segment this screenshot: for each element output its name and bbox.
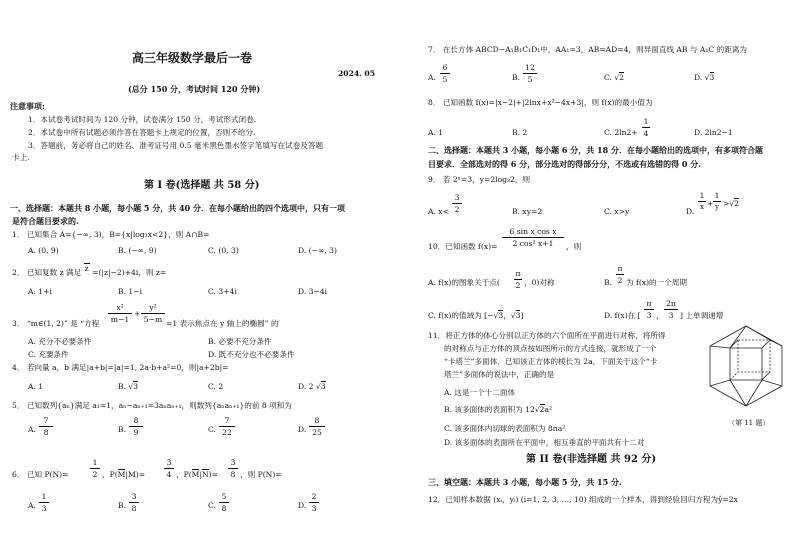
q8-option-b: B. 2	[512, 128, 528, 137]
fraction-bar	[644, 309, 654, 310]
fraction-bar	[713, 201, 721, 202]
q5-stem: 5． 已知数列{aₙ}满足 a₁=1，aₙ−aₙ₊₁=3aₙaₙ₊₁，则数列{aₙaₙ₊₁}的前 8 项和为	[12, 401, 292, 410]
q10-option-a-post: ，0)对称	[524, 278, 555, 287]
figure-edge	[730, 372, 738, 380]
q1-option-c: C. (0, 3)	[208, 246, 239, 255]
figure-edge	[762, 380, 782, 386]
right-column	[408, 0, 794, 560]
q9-optD-frac1	[698, 191, 706, 212]
q10-optD-n2: 2π	[666, 299, 676, 308]
q6-den-c: 8	[221, 504, 227, 513]
q9-optD-plus: +	[707, 199, 714, 208]
part2-title: 第 II 卷(非选择题 共 92 分)	[526, 454, 657, 465]
fraction-bar	[164, 468, 174, 469]
q10-optA-num: π	[515, 269, 521, 278]
q9-optD-frac2	[713, 191, 721, 212]
notes-title: 注意事项:	[10, 101, 45, 111]
part1-title: 第 I 卷(选择题 共 58 分)	[144, 180, 260, 191]
q6-num-c: 5	[221, 492, 227, 501]
q9-optA-den: 2	[454, 205, 460, 214]
q3-frac2-den: 5−m	[143, 315, 163, 324]
q9-option-b: B. xy=2	[512, 207, 543, 216]
q3-fraction-x	[108, 303, 132, 324]
fraction-bar	[502, 237, 564, 238]
q6-mbar: M	[117, 470, 126, 479]
q2-option-c: C. 3+4i	[208, 287, 237, 296]
q3-fraction-y	[141, 303, 165, 324]
q5-num-a: 7	[43, 416, 49, 425]
q6-stem-d-text: ，P(	[176, 470, 192, 479]
figure-edge	[770, 340, 782, 346]
q7-option-c: C. √2	[604, 73, 625, 82]
q11-optB-pre: B. 该多面体的表面积为 12	[444, 405, 535, 414]
q6-den-b: 8	[131, 504, 137, 513]
q4-optB-radicand: 3	[133, 382, 139, 391]
q3-option-c: C. 充要条件	[28, 350, 69, 359]
q12-stem-post: =2x	[722, 495, 738, 504]
q9-optD-d2: y	[715, 203, 719, 211]
q6-den-d: 3	[311, 504, 317, 513]
q11-option-a: A. 这是一个十二面体	[444, 388, 516, 397]
q10-optB-frac	[616, 264, 624, 285]
q10-option-d-pre: D. f(x)在 [	[604, 311, 641, 320]
q11-stem: 11．将正方体的体心分别以正方体的六个面所在平面进行对称，将所得	[428, 331, 666, 340]
q10-den: 2 cos² x+1	[512, 239, 554, 248]
q10-fraction	[502, 227, 564, 248]
fraction-bar	[219, 426, 235, 427]
q12-stem-pre: 12．已知样本数据 (xᵢ，yᵢ) (i=1, 2, 3, …, 10) 组成的一个样本，得到经验回归方程为	[428, 495, 719, 504]
q9-optA-num: 3	[454, 193, 460, 202]
q8-optC-num: 1	[643, 117, 649, 126]
q4-option-c: C. 2	[208, 382, 224, 391]
q5-label-b: B.	[118, 425, 126, 434]
q6-nbar: N	[202, 470, 209, 479]
q3-option-a: A. 充分不必要条件	[28, 337, 92, 346]
q10-optC-rad1: 3	[498, 311, 504, 320]
q6-mbar2: M	[191, 470, 200, 479]
q9-optD-gt: >	[723, 199, 730, 208]
q6-stem-a: 6． 已知 P(N)=	[12, 470, 69, 479]
q7-option-d: D. √3	[694, 73, 715, 82]
q10-optD-frac2	[664, 299, 678, 320]
figure-edge	[746, 380, 762, 406]
q6-num-d: 2	[311, 492, 317, 501]
q5-label-a: A.	[28, 425, 36, 434]
q4-stem: 4． 若向量 a，b 满足|a+b|=|a|=1, 2a·b+a²=0，则|a+2b|=	[12, 363, 229, 372]
q10-optD-d2: 3	[668, 311, 674, 320]
q10-num: 6 sin x cos x	[509, 227, 557, 236]
fraction-bar	[228, 468, 238, 469]
q6-f3-num: 3	[230, 458, 236, 467]
fraction-bar	[309, 502, 319, 503]
q10-optC-b: ，	[503, 311, 511, 320]
q7-stem: 7． 在长方体 ABCD−A₁B₁C₁D₁中，AA₁=3，AB=AD=4，则异面直线 AB 与 A₁C 的距离为	[428, 45, 748, 54]
q6-stem-e: )=	[208, 470, 218, 479]
q11-stem: 的对称点与正方体的顶点按如图所示的方式连接，就形成了一个	[444, 344, 657, 353]
q10-optA-frac	[514, 269, 522, 290]
q10-optB-num: π	[617, 264, 623, 273]
q5-num-b: 8	[133, 416, 139, 425]
q7-optB-num: 12	[525, 63, 535, 72]
figure-edge	[730, 380, 746, 406]
q4-option-a: A. 1	[28, 382, 44, 391]
q10-optC-rad2: 3	[515, 311, 521, 320]
q6-f2-den: 4	[166, 470, 172, 479]
q6-f1-den: 2	[92, 470, 98, 479]
q10-option-b-label: B.	[604, 278, 612, 287]
q2-zbar: z	[84, 264, 89, 273]
q9-optD-n1: 1	[699, 191, 705, 200]
figure-edge	[710, 346, 730, 348]
fraction-bar	[108, 313, 132, 314]
q2-stem-a: 2． 已知复数 z 满足	[12, 268, 82, 277]
q3-option-b: B. 必要不充分条件	[208, 337, 272, 346]
q3-frac1-den: m−1	[110, 315, 130, 324]
q6-stem-b	[102, 470, 145, 480]
q2-option-a: A. 1+i	[28, 287, 52, 296]
fraction-bar	[309, 426, 325, 427]
q5-label-c: C.	[208, 425, 216, 434]
q11-stem: 塔兰”多面体的说法中，正确的是	[444, 370, 555, 379]
q6-label-c: C.	[208, 501, 216, 510]
q12-stem	[428, 495, 738, 505]
q10-optD-sep: ，	[656, 311, 664, 320]
q7-optC-radicand: 2	[619, 73, 625, 82]
q8-optC-den: 4	[643, 129, 649, 138]
q10-option-b-post: 为 f(x)的一个周期	[626, 278, 687, 287]
q2-option-d: D. 3−4i	[298, 287, 328, 296]
q6-option-c	[219, 492, 229, 513]
note-item: 2．本试卷中所有试题必须作答在答题卡上规定的位置，否则不给分.	[28, 128, 256, 137]
q4-optD-radicand: 3	[320, 382, 326, 391]
q7-optB-den: 5	[527, 75, 533, 84]
q10-optC-c: ]	[520, 311, 524, 320]
q5-option-a	[39, 416, 53, 437]
q8-stem: 8． 已知函数 f(x)=|x−2|+|2lnx+x²−4x+3|，则 f(x)的最小值为	[428, 98, 653, 107]
fraction-bar	[514, 279, 522, 280]
q6-num-b: 3	[131, 492, 137, 501]
fraction-bar	[523, 73, 537, 74]
q6-f3-den: 8	[230, 470, 236, 479]
q6-f1-num: 1	[92, 458, 98, 467]
q9-stem: 9． 若 2ˣ=3，y=2log₃2，则	[428, 175, 531, 184]
q6-stem-d: ，P(M|N)=	[176, 470, 218, 479]
q3-frac1-num: x²	[116, 303, 124, 312]
q3-stem-a: 3． “m∈(1, 2)” 是 “方程	[12, 319, 100, 328]
q6-stem-b-text: ，P(	[102, 470, 118, 479]
q6-label-b: B.	[118, 501, 126, 510]
q11-option-c: C. 该多面体内切球的表面积为 8πa²	[444, 424, 566, 433]
q10-optB-den: 2	[617, 276, 623, 285]
q5-den-d: 25	[312, 428, 322, 437]
q10-optD-frac1	[644, 299, 654, 320]
fraction-bar	[219, 502, 229, 503]
fraction-bar	[698, 201, 706, 202]
q11-option-b: B. 该多面体的表面积为 12√2a²	[444, 405, 553, 414]
figure-outline	[710, 326, 782, 406]
q9-option-a-frac	[452, 193, 462, 214]
note-item: 卡上.	[12, 153, 30, 162]
q10-optD-d1: 3	[646, 311, 652, 320]
exam-subtitle: (总分 150 分，考试时间 120 分钟)	[128, 84, 261, 94]
q7-label-a: A.	[428, 73, 436, 82]
q7-optD-radicand: 3	[709, 73, 715, 82]
q9-optD-n2: 1	[714, 191, 720, 200]
q10-option-a-pre: A. f(x)的图象关于点(	[428, 278, 500, 287]
fraction-bar	[440, 73, 450, 74]
q10-optD-n1: π	[646, 299, 652, 308]
q6-frac2	[164, 458, 174, 479]
q4-option-d: D. 2 √3	[298, 382, 326, 391]
q10-stem-b: ，则	[566, 242, 582, 251]
fraction-bar	[90, 468, 100, 469]
q6-option-d	[309, 492, 319, 513]
figure-edge	[762, 372, 770, 380]
q5-option-c	[219, 416, 235, 437]
q6-stem-c: |M)=	[125, 470, 146, 479]
q6-stem-f: ，则 P(N)=	[240, 470, 282, 479]
q3-frac2-num: y²	[149, 303, 157, 312]
q9-option-a-pre: A. x<	[428, 207, 449, 216]
section1-instructions: 是符合题目要求的.	[12, 216, 79, 226]
fraction-bar	[616, 274, 624, 275]
q1-stem: 1． 已知集合 A={−∞, 3)，B={x|log₃x<2}，则 A∩B=	[12, 230, 210, 239]
fraction-bar	[664, 309, 678, 310]
figure-edge	[746, 326, 770, 340]
q9-option-d-label: D.	[686, 207, 695, 216]
q8-option-c-pre: C. 2ln2+	[604, 128, 638, 137]
q6-num-a: 1	[41, 492, 47, 501]
q9-optD-d1: x	[700, 203, 704, 211]
q9-optD-rhs: >√2	[723, 199, 740, 208]
q6-den-a: 3	[41, 504, 47, 513]
note-item: 1．本试卷考试时间为 120 分钟，试卷满分 150 分，考试形式闭卷.	[28, 115, 257, 124]
q10-option-d-post: ] 上单调递增	[680, 311, 724, 320]
q9-option-c: C. x>y	[604, 207, 630, 216]
section1-instructions: 一、选择题：本题共 8 小题，每小题 5 分，共 40 分．在每小题给出的四个选项中，只有一项	[10, 203, 345, 213]
fraction-bar	[642, 127, 650, 128]
q7-label-c: C.	[604, 73, 612, 82]
q3-stem-b: =1 表示焦点在 y 轴上的椭圆” 的	[166, 319, 279, 328]
q11-optB-post: a²	[544, 405, 553, 414]
q7-label-d: D.	[694, 73, 703, 82]
fraction-bar	[452, 203, 462, 204]
q7-option-b	[523, 63, 537, 84]
q10-optA-den: 2	[515, 281, 521, 290]
fraction-bar	[141, 313, 165, 314]
q6-f2-num: 3	[166, 458, 172, 467]
fraction-bar	[129, 426, 143, 427]
q5-option-b	[129, 416, 143, 437]
q1-option-d: D. (−∞, 3)	[298, 246, 337, 255]
q8-option-d: D. 2ln2−1	[694, 128, 733, 137]
q1-option-b: B. (−∞, 9)	[118, 246, 157, 255]
q3-plus: +	[134, 309, 141, 318]
q8-option-c-frac	[642, 117, 650, 138]
q9-optD-radicand: 2	[734, 199, 740, 208]
q11-optB-radicand: 2	[539, 405, 545, 414]
q3-option-d: D. 既不充分也不必要条件	[208, 350, 295, 359]
exam-title: 高三年级数学最后一卷	[132, 51, 253, 65]
q11-stem: “卡塔兰”多面体．已知该正方体的棱长为 2a，下面关于这个“卡	[444, 357, 658, 366]
q5-label-d: D.	[298, 425, 307, 434]
q4-option-b: B. √3	[118, 382, 139, 391]
section2-instructions: 二、选择题：本题共 3 小题，每小题 6 分，共 18 分．在每小题给出的选项中，有多项符合题	[428, 145, 763, 155]
q10-stem-a: 10．已知函数 f(x)=	[428, 242, 498, 251]
fraction-bar	[39, 426, 53, 427]
q4-optB-label: B.	[118, 382, 126, 391]
q10-optC-a: C. f(x)的值域为 [−	[428, 311, 494, 320]
figure-edge	[762, 340, 770, 348]
q12-yhat: ŷ	[718, 495, 723, 504]
q8-option-a: A. 1	[428, 128, 444, 137]
q5-num-d: 8	[314, 416, 320, 425]
q2-stem-b: =(|z|−2)+4i，则 z=	[92, 268, 167, 277]
q11-figure-caption: （第 11 题）	[728, 419, 770, 427]
note-item: 3．答题前，务必将自己的姓名、准考证号用 0.5 毫米黑色墨水签字笔填写在试卷及答题	[28, 141, 324, 150]
q5-den-c: 22	[222, 428, 232, 437]
q6-label-d: D.	[298, 501, 307, 510]
q4-optD-label: D. 2	[298, 382, 314, 391]
q10-option-c: C. f(x)的值域为 [−√3，√3]	[428, 311, 524, 320]
q5-num-c: 7	[224, 416, 230, 425]
figure-front-face	[730, 348, 762, 380]
q2-stem	[12, 264, 167, 278]
section2-instructions: 目要求．全部选对的得 6 分，部分选对的得部分分，不选或有选错的得 0 分.	[428, 159, 702, 169]
figure-edge	[710, 380, 730, 386]
q1-option-a: A. (0, 9)	[28, 246, 59, 255]
q7-optA-num: 6	[442, 63, 448, 72]
q11-option-d: D. 该多面体的表面所在平面中，相互垂直的平面共有十二对	[444, 438, 645, 447]
catalan-polyhedron-figure	[704, 322, 788, 416]
q6-label-a: A.	[28, 501, 36, 510]
q6-option-b	[129, 492, 139, 513]
fraction-bar	[39, 502, 49, 503]
q7-optA-den: 5	[442, 75, 448, 84]
q7-option-a	[440, 63, 450, 84]
section3-instructions: 三、填空题：本题共 3 小题，每小题 5 分，共 15 分.	[428, 477, 622, 487]
q6-frac3	[228, 458, 238, 479]
q5-den-b: 9	[133, 428, 139, 437]
fraction-bar	[129, 502, 139, 503]
q6-frac1	[90, 458, 100, 479]
q5-option-d	[309, 416, 325, 437]
q2-option-b: B. 1−i	[118, 287, 143, 296]
q5-den-a: 8	[43, 428, 49, 437]
exam-date: 2024. 05	[338, 69, 375, 78]
q6-option-a	[39, 492, 49, 513]
q7-label-b: B.	[512, 73, 520, 82]
